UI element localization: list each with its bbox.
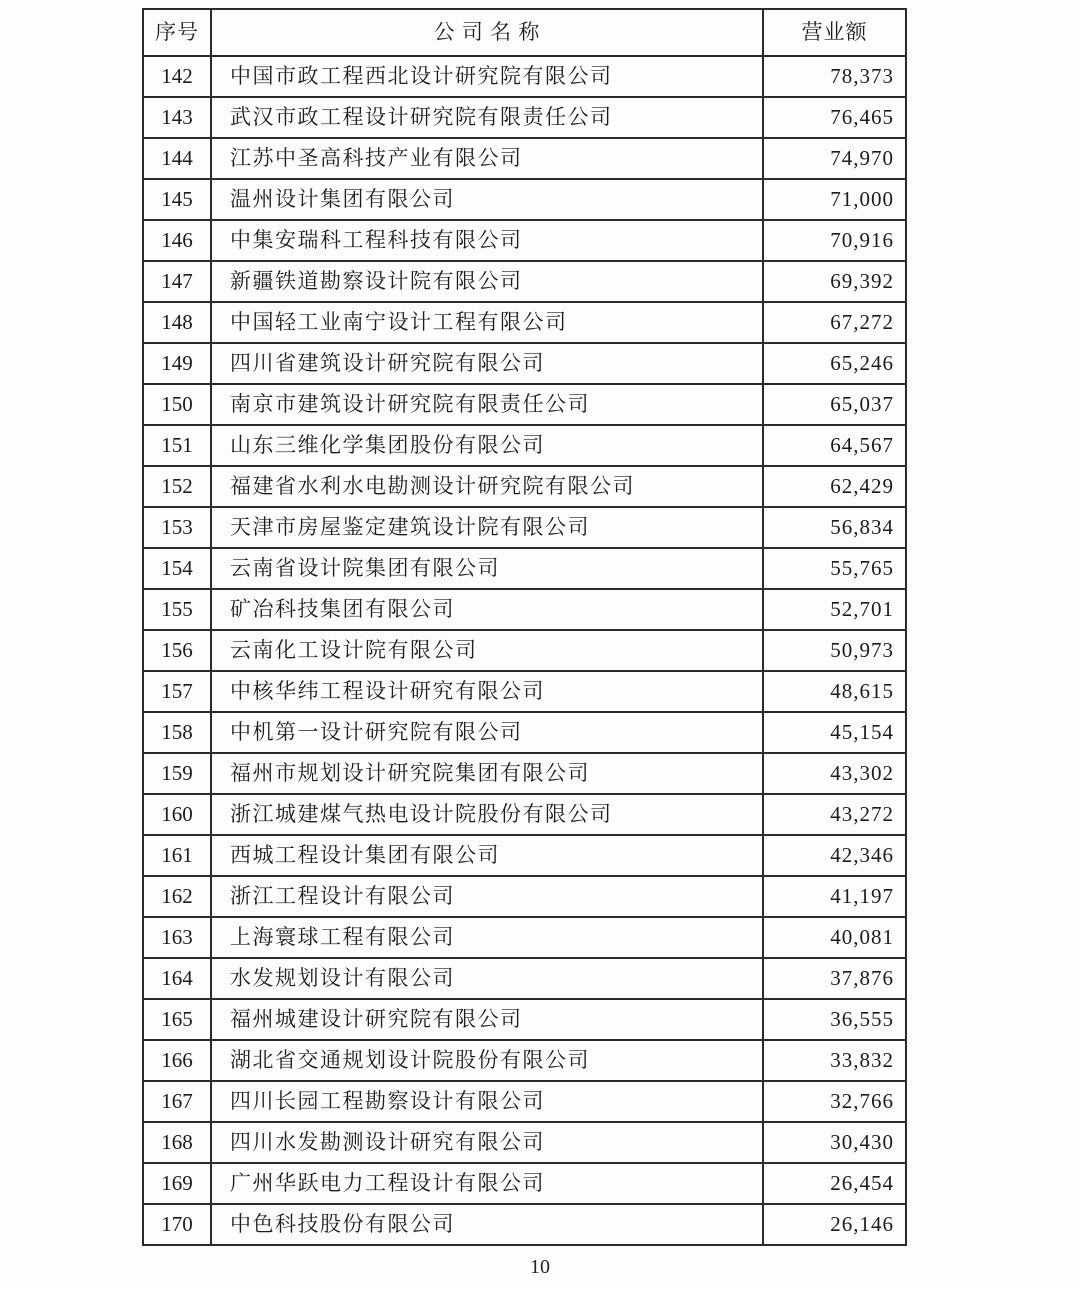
rank-cell: 168 [143, 1122, 211, 1163]
table-row [143, 97, 906, 138]
company-name-cell: 西城工程设计集团有限公司 [211, 835, 763, 876]
table-header-row [143, 9, 906, 56]
revenue-cell: 71,000 [763, 179, 906, 220]
table-row [143, 917, 906, 958]
table-row [143, 712, 906, 753]
revenue-cell: 76,465 [763, 97, 906, 138]
table-row [143, 753, 906, 794]
company-name-cell: 浙江工程设计有限公司 [211, 876, 763, 917]
company-name-cell: 四川省建筑设计研究院有限公司 [211, 343, 763, 384]
company-name-cell: 上海寰球工程有限公司 [211, 917, 763, 958]
rank-cell: 166 [143, 1040, 211, 1081]
revenue-cell: 26,454 [763, 1163, 906, 1204]
revenue-cell: 37,876 [763, 958, 906, 999]
revenue-cell: 41,197 [763, 876, 906, 917]
table-row [143, 56, 906, 97]
company-table-body [143, 56, 906, 1245]
rank-cell: 167 [143, 1081, 211, 1122]
table-row [143, 999, 906, 1040]
company-revenue-table [142, 8, 907, 1246]
company-name-cell: 武汉市政工程设计研究院有限责任公司 [211, 97, 763, 138]
revenue-cell: 26,146 [763, 1204, 906, 1245]
company-name-cell: 中集安瑞科工程科技有限公司 [211, 220, 763, 261]
rank-cell: 154 [143, 548, 211, 589]
company-name-cell: 水发规划设计有限公司 [211, 958, 763, 999]
company-name-cell: 温州设计集团有限公司 [211, 179, 763, 220]
company-name-cell: 中色科技股份有限公司 [211, 1204, 763, 1245]
table-row [143, 343, 906, 384]
table-row [143, 589, 906, 630]
rank-cell: 142 [143, 56, 211, 97]
revenue-cell: 65,246 [763, 343, 906, 384]
company-name-cell: 南京市建筑设计研究院有限责任公司 [211, 384, 763, 425]
rank-cell: 144 [143, 138, 211, 179]
rank-cell: 163 [143, 917, 211, 958]
table-row [143, 220, 906, 261]
table-row [143, 630, 906, 671]
rank-cell: 149 [143, 343, 211, 384]
company-name-cell: 浙江城建煤气热电设计院股份有限公司 [211, 794, 763, 835]
rank-cell: 170 [143, 1204, 211, 1245]
table-row [143, 1163, 906, 1204]
rank-cell: 156 [143, 630, 211, 671]
company-name-cell: 中国轻工业南宁设计工程有限公司 [211, 302, 763, 343]
revenue-cell: 55,765 [763, 548, 906, 589]
rank-cell: 161 [143, 835, 211, 876]
rank-cell: 159 [143, 753, 211, 794]
rank-cell: 148 [143, 302, 211, 343]
company-name-cell: 云南省设计院集团有限公司 [211, 548, 763, 589]
table-row [143, 794, 906, 835]
company-name-cell: 山东三维化学集团股份有限公司 [211, 425, 763, 466]
rank-cell: 165 [143, 999, 211, 1040]
company-name-cell: 福州城建设计研究院有限公司 [211, 999, 763, 1040]
rank-cell: 150 [143, 384, 211, 425]
table-row [143, 261, 906, 302]
revenue-cell: 30,430 [763, 1122, 906, 1163]
company-name-cell: 福州市规划设计研究院集团有限公司 [211, 753, 763, 794]
table-row [143, 548, 906, 589]
rank-cell: 164 [143, 958, 211, 999]
revenue-cell: 69,392 [763, 261, 906, 302]
company-name-cell: 四川长园工程勘察设计有限公司 [211, 1081, 763, 1122]
table-row [143, 466, 906, 507]
table-row [143, 1081, 906, 1122]
revenue-cell: 50,973 [763, 630, 906, 671]
rank-cell: 162 [143, 876, 211, 917]
table-row [143, 1204, 906, 1245]
table-row [143, 671, 906, 712]
company-name-cell: 中国市政工程西北设计研究院有限公司 [211, 56, 763, 97]
rank-cell: 143 [143, 97, 211, 138]
revenue-cell: 45,154 [763, 712, 906, 753]
header-revenue: 营业额 [763, 9, 906, 56]
rank-cell: 158 [143, 712, 211, 753]
revenue-cell: 78,373 [763, 56, 906, 97]
rank-cell: 147 [143, 261, 211, 302]
rank-cell: 153 [143, 507, 211, 548]
revenue-cell: 67,272 [763, 302, 906, 343]
table-row [143, 179, 906, 220]
revenue-cell: 43,272 [763, 794, 906, 835]
table-row [143, 876, 906, 917]
rank-cell: 155 [143, 589, 211, 630]
rank-cell: 151 [143, 425, 211, 466]
company-name-cell: 矿冶科技集团有限公司 [211, 589, 763, 630]
table-row [143, 835, 906, 876]
company-name-cell: 云南化工设计院有限公司 [211, 630, 763, 671]
revenue-cell: 33,832 [763, 1040, 906, 1081]
revenue-cell: 74,970 [763, 138, 906, 179]
page-number: 10 [530, 1256, 550, 1278]
table-row [143, 138, 906, 179]
table-row [143, 958, 906, 999]
revenue-cell: 40,081 [763, 917, 906, 958]
table-row [143, 302, 906, 343]
company-name-cell: 中核华纬工程设计研究有限公司 [211, 671, 763, 712]
revenue-cell: 36,555 [763, 999, 906, 1040]
header-company-name: 公 司 名 称 [211, 9, 763, 56]
revenue-cell: 65,037 [763, 384, 906, 425]
rank-cell: 146 [143, 220, 211, 261]
company-name-cell: 福建省水利水电勘测设计研究院有限公司 [211, 466, 763, 507]
rank-cell: 169 [143, 1163, 211, 1204]
company-name-cell: 湖北省交通规划设计院股份有限公司 [211, 1040, 763, 1081]
revenue-cell: 56,834 [763, 507, 906, 548]
table-row [143, 507, 906, 548]
revenue-cell: 48,615 [763, 671, 906, 712]
company-name-cell: 中机第一设计研究院有限公司 [211, 712, 763, 753]
revenue-cell: 64,567 [763, 425, 906, 466]
revenue-cell: 52,701 [763, 589, 906, 630]
company-name-cell: 四川水发勘测设计研究有限公司 [211, 1122, 763, 1163]
rank-cell: 160 [143, 794, 211, 835]
revenue-cell: 42,346 [763, 835, 906, 876]
table-row [143, 1122, 906, 1163]
company-name-cell: 广州华跃电力工程设计有限公司 [211, 1163, 763, 1204]
company-name-cell: 江苏中圣高科技产业有限公司 [211, 138, 763, 179]
revenue-cell: 43,302 [763, 753, 906, 794]
company-name-cell: 新疆铁道勘察设计院有限公司 [211, 261, 763, 302]
revenue-cell: 62,429 [763, 466, 906, 507]
rank-cell: 157 [143, 671, 211, 712]
rank-cell: 152 [143, 466, 211, 507]
revenue-cell: 32,766 [763, 1081, 906, 1122]
revenue-cell: 70,916 [763, 220, 906, 261]
table-row [143, 1040, 906, 1081]
company-name-cell: 天津市房屋鉴定建筑设计院有限公司 [211, 507, 763, 548]
table-row [143, 384, 906, 425]
table-row [143, 425, 906, 466]
header-rank: 序号 [143, 9, 211, 56]
rank-cell: 145 [143, 179, 211, 220]
